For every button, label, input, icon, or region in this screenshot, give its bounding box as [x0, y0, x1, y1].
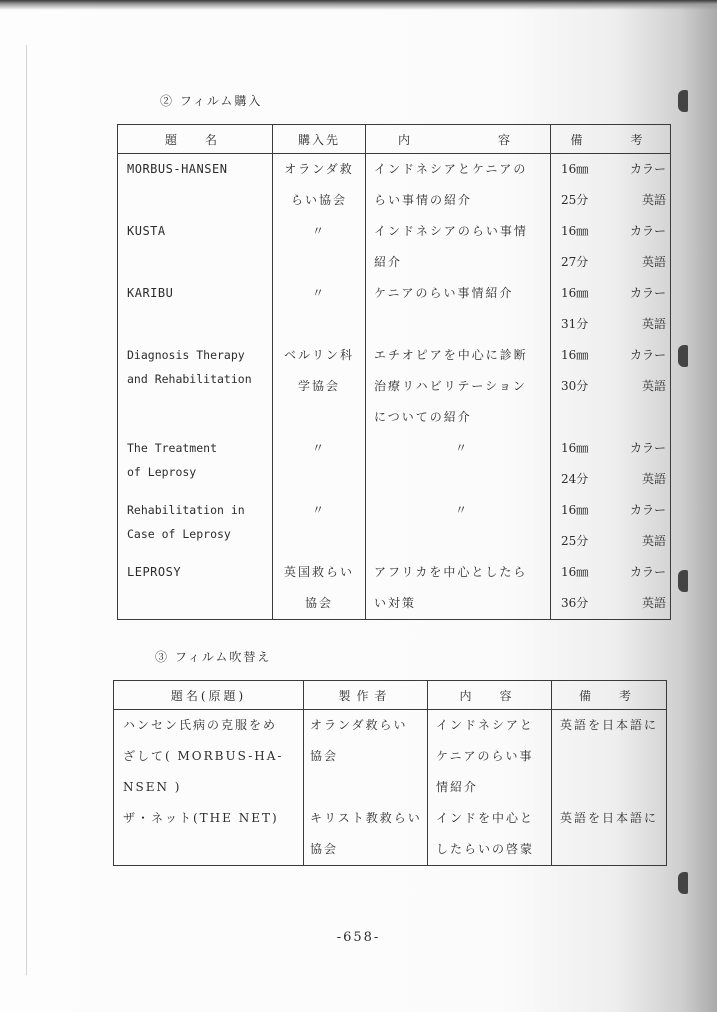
header-content: 内 容 [428, 681, 552, 710]
content-cell [366, 557, 551, 620]
note-line [551, 464, 670, 495]
note-cell [551, 495, 671, 557]
film-title-line: and Rehabilitation [127, 372, 252, 386]
note-detail: 英語 [641, 193, 666, 207]
note-format: 36分 [561, 596, 589, 610]
table-header-row [118, 125, 671, 154]
dub-title-line: ザ・ネット(THE NET) [123, 811, 279, 825]
film-title-cell [118, 278, 273, 340]
source-cell [273, 557, 366, 620]
note-detail: 英語 [641, 596, 666, 610]
film-purchase-body [118, 154, 671, 620]
note-line: 英語を日本語に [560, 811, 659, 825]
content-line: 紹介 [374, 255, 403, 269]
header-source: 購入先 [273, 125, 366, 154]
content-line: 〃 [454, 503, 469, 517]
content-cell [366, 433, 551, 495]
note-format: 16㎜ [561, 565, 589, 579]
maker-line: 協会 [310, 749, 339, 763]
note-detail: 英語 [641, 534, 666, 548]
source-line: 学協会 [297, 379, 340, 393]
table-row [114, 710, 667, 804]
binder-clip-3 [678, 570, 688, 592]
source-line: 〃 [311, 441, 326, 455]
note-format: 16㎜ [561, 286, 589, 300]
note-detail: カラー [629, 441, 666, 455]
film-title-line: MORBUS-HANSEN [127, 162, 228, 176]
table-row [118, 154, 671, 217]
film-title-cell [118, 154, 273, 217]
note-detail: 英語 [641, 317, 666, 331]
page-number: -658- [336, 930, 381, 945]
note-line [551, 588, 670, 619]
film-title-cell [118, 495, 273, 557]
note-line [551, 154, 670, 185]
film-title-cell [118, 433, 273, 495]
content-line: インドネシアのらい事情 [374, 224, 528, 238]
note-line [551, 278, 670, 309]
content-line: インドを中心と [436, 811, 535, 825]
note-cell [551, 216, 671, 278]
source-line: らい協会 [290, 193, 347, 207]
note-format: 27分 [561, 255, 589, 269]
note-cell [551, 154, 671, 217]
note-cell [551, 340, 671, 433]
film-purchase-table [117, 124, 671, 620]
note-line [551, 433, 670, 464]
content-line: 情紹介 [436, 780, 479, 794]
note-format: 16㎜ [561, 162, 589, 176]
note-detail: カラー [629, 162, 666, 176]
film-title-line: Diagnosis Therapy [127, 348, 245, 362]
content-cell [366, 340, 551, 433]
header-content: 内 容 [366, 125, 551, 154]
note-format: 16㎜ [561, 224, 589, 238]
content-line: ケニアのらい事情紹介 [374, 286, 514, 300]
film-title-cell [118, 340, 273, 433]
note-spacer [551, 402, 670, 433]
header-note: 備 考 [551, 125, 671, 154]
note-detail: カラー [629, 348, 666, 362]
source-cell [273, 154, 366, 217]
source-cell [273, 340, 366, 433]
maker-cell [304, 710, 428, 804]
film-dubbing-body [114, 710, 667, 866]
source-line: 〃 [311, 286, 326, 300]
note-detail: カラー [629, 224, 666, 238]
dub-title-line: NSEN ) [123, 780, 182, 794]
note-format: 25分 [561, 534, 589, 548]
dub-title-cell [114, 710, 304, 804]
table-row [118, 557, 671, 620]
dub-title-cell [114, 803, 304, 866]
content-cell [366, 495, 551, 557]
section-title-film-purchase: ② フィルム購入 [160, 94, 263, 108]
table-row [114, 803, 667, 866]
content-line: 〃 [454, 441, 469, 455]
note-line [551, 185, 670, 216]
note-cell [552, 803, 667, 866]
binder-clip-2 [678, 345, 688, 367]
film-title-line: of Leprosy [127, 465, 197, 479]
note-format: 25分 [561, 193, 589, 207]
note-format: 30分 [561, 379, 589, 393]
content-cell [366, 154, 551, 217]
binder-clip-4 [678, 872, 688, 894]
content-line: い対策 [374, 596, 417, 610]
note-cell [551, 278, 671, 340]
source-cell [273, 216, 366, 278]
note-cell [551, 433, 671, 495]
note-detail: 英語 [641, 472, 666, 486]
table-row [118, 340, 671, 433]
note-line [551, 216, 670, 247]
note-detail: カラー [629, 503, 666, 517]
film-title-line: Case of Leprosy [127, 527, 231, 541]
film-title-cell [118, 216, 273, 278]
content-cell [428, 710, 552, 804]
note-cell [552, 710, 667, 804]
content-line: らい事情の紹介 [374, 193, 473, 207]
note-format: 24分 [561, 472, 589, 486]
source-cell [273, 278, 366, 340]
note-format: 16㎜ [561, 441, 589, 455]
dub-title-line: ざして( MORBUS-HA- [123, 749, 284, 763]
binder-shadow [0, 0, 717, 10]
note-line [551, 495, 670, 526]
dub-title-line: ハンセン氏病の克服をめ [123, 718, 278, 732]
content-cell [366, 216, 551, 278]
film-title-line: KUSTA [127, 224, 166, 238]
maker-line: キリスト教救らい [310, 811, 422, 825]
table-row [118, 495, 671, 557]
header-title-original: 題名(原題) [114, 681, 304, 710]
note-line [551, 309, 670, 340]
note-line [551, 557, 670, 588]
source-cell [273, 433, 366, 495]
note-format: 16㎜ [561, 348, 589, 362]
film-title-line: The Treatment [127, 441, 218, 455]
content-cell [428, 803, 552, 866]
film-title-line: KARIBU [127, 286, 174, 300]
note-detail: 英語 [641, 379, 666, 393]
content-line: 治療リハビリテーション [374, 379, 527, 393]
source-line: オランダ救 [284, 162, 354, 176]
content-line: についての紹介 [374, 410, 472, 424]
film-title-cell [118, 557, 273, 620]
note-format: 16㎜ [561, 503, 589, 517]
film-title-line: Rehabilitation in [127, 503, 245, 517]
note-cell [551, 557, 671, 620]
table-header-row [114, 681, 667, 710]
header-title: 題 名 [118, 125, 273, 154]
content-line: インドネシアと [436, 718, 534, 732]
content-line: アフリカを中心としたら [374, 565, 528, 579]
source-line: 〃 [311, 224, 326, 238]
content-line: エチオピアを中心に診断 [374, 348, 528, 362]
source-line: 英国救らい [283, 565, 354, 579]
table-row [118, 216, 671, 278]
content-cell [366, 278, 551, 340]
content-line: ケニアのらい事 [436, 749, 534, 763]
note-detail: 英語 [641, 255, 666, 269]
note-line [551, 340, 670, 371]
content-line: インドネシアとケニアの [374, 162, 528, 176]
maker-line: オランダ救らい [310, 718, 408, 732]
section-title-film-dubbing: ③ フィルム吹替え [155, 650, 272, 664]
maker-line: 協会 [310, 842, 339, 856]
note-line [551, 371, 670, 402]
note-line [551, 526, 670, 557]
margin-line [26, 45, 27, 975]
film-title-line: LEPROSY [127, 565, 182, 579]
content-line: したらいの啓蒙 [436, 842, 535, 856]
source-line: 協会 [304, 596, 333, 610]
film-dubbing-table [113, 680, 667, 866]
table-row [118, 433, 671, 495]
table-row [118, 278, 671, 340]
note-detail: カラー [629, 286, 666, 300]
source-line: 〃 [311, 503, 326, 517]
header-note: 備 考 [552, 681, 667, 710]
binder-clip-1 [678, 90, 688, 112]
maker-cell [304, 803, 428, 866]
source-line: ベルリン科 [283, 348, 354, 362]
note-line [551, 247, 670, 278]
header-maker: 製作者 [304, 681, 428, 710]
source-cell [273, 495, 366, 557]
note-format: 31分 [561, 317, 589, 331]
note-detail: カラー [629, 565, 666, 579]
note-line: 英語を日本語に [560, 718, 659, 732]
